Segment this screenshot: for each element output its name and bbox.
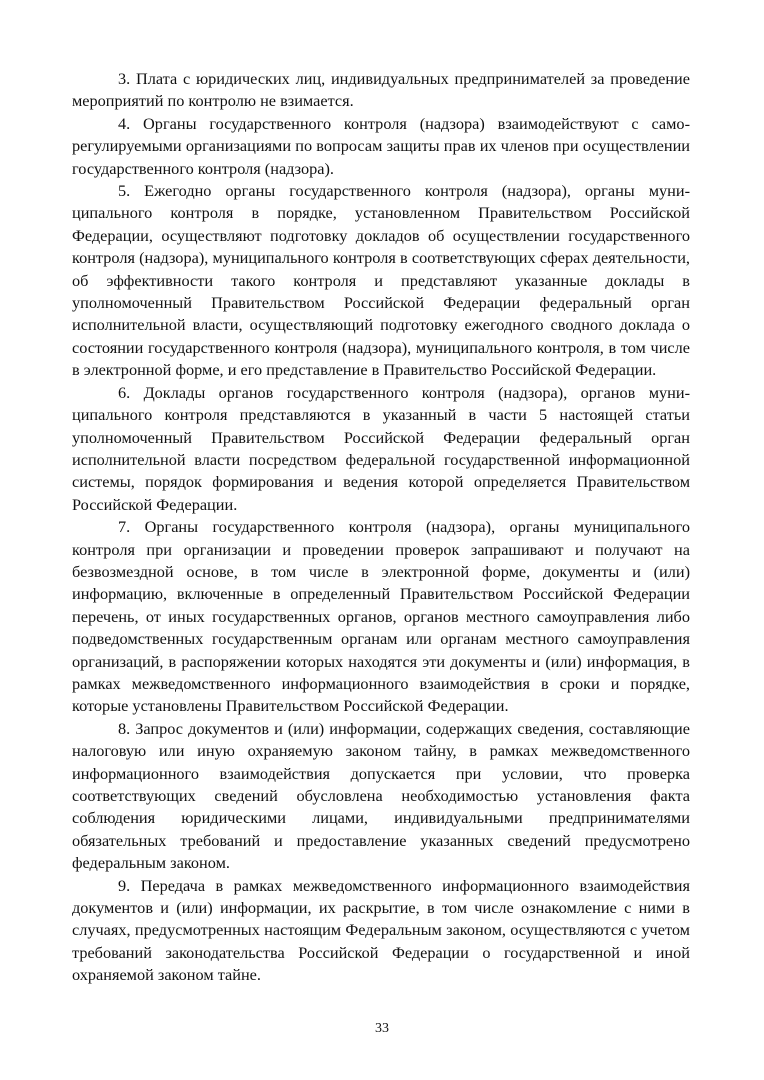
paragraph-3: 3. Плата с юридических лиц, индивидуальных предпринимателей за проведение мероприятий по контролю не взимается. [72,69,690,111]
paragraph-4: 4. Органы государственного контроля (надзора) взаимодействуют с саморегулируемыми организациями по вопросам защиты прав их членов при осуществлении государственного контроля (надзора). [72,113,690,178]
paragraph-7: 7. Органы государственного контроля (надзора), органы муниципального контроля при организации и проведении проверок запрашивают и получают на безвозмездной основе, в том числе в электронной форме, документы и (или) информацию, включенные в определенный Правительством Российской Федерации перечень, от иных государственных органов, органов местного самоуправления либо подведомственных государственным органам или органам местного самоуправления организаций, в распоряжении которых находятся эти документы и (или) информация, в рамках межведомственного информационного взаимодействия в сроки и порядке, которые установлены Правительством Российской Федерации. [72,517,690,716]
paragraph-8: 8. Запрос документов и (или) информации, содержащих сведения, составляющие налоговую или иную охраняемую законом тайну, в рамках межведомственного информационного взаимодействия допускается при условии, что проверка соответствующих сведений обусловлена необходимостью установления факта соблюдения юридическими лицами, индивидуальными предпринимателями обязательных требований и предоставление указанных сведений предусмотрено федеральным законом. [72,718,690,873]
page-number: 33 [375,1021,389,1036]
paragraph-5: 5. Ежегодно органы государственного контроля (надзора), органы муниципального контроля в порядке, установленном Правительством Российской Федерации, осуществляют подготовку докладов об осуществлении государственного контроля (надзора), муниципального контроля в соответствующих сферах деятельности, об эффективности такого контроля и представляют указанные доклады в уполномоченный Правительством Российской Федерации федеральный орган исполнительной власти, осуществляющий подготовку ежегодного сводного доклада о состоянии государственного контроля (надзора), муниципального контроля, в том числе в электронной форме, и его представление в Правительство Российской Федерации. [72,181,690,380]
paragraph-6: 6. Доклады органов государственного контроля (надзора), органов муниципального контроля представляются в указанный в части 5 настоящей статьи уполномоченный Правительством Российской Федерации федеральный орган исполнительной власти посредством федеральной государственной информационной системы, порядок формирования и ведения которой определяется Правительством Российской Федерации. [72,382,690,514]
paragraph-9: 9. Передача в рамках межведомственного информационного взаимодействия документов и (или) информации, их раскрытие, в том числе ознакомление с ними в случаях, предусмотренных настоящим Федеральным законом, осуществляются с учетом требований законодательства Российской Федерации о государственной и иной охраняемой законом тайне. [72,875,690,985]
body-text [72,68,690,987]
